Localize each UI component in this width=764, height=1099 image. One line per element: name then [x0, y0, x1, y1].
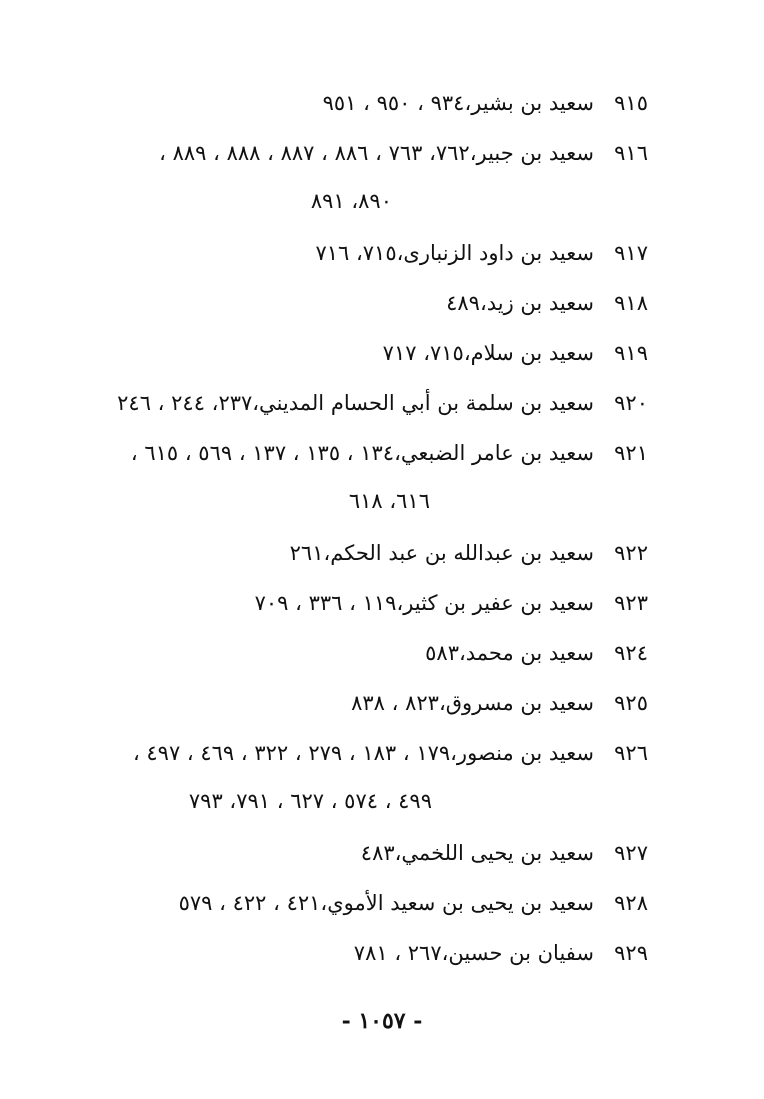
entry-number: ٩٢٦ — [614, 741, 648, 765]
index-entry — [0, 936, 764, 986]
entry-text: سعيد بن عفير بن كثير،١١٩ ، ٣٣٦ ، ٧٠٩ — [254, 591, 594, 615]
index-entry — [0, 236, 764, 286]
entry-text: سعيد بن يحيى بن سعيد الأموي،٤٢١ ، ٤٢٢ ، ٥٧٩ — [178, 891, 594, 915]
index-entry — [0, 686, 764, 736]
entry-text: سعيد بن محمد،٥٨٣ — [425, 641, 594, 665]
entry-number: ٩١٩ — [614, 341, 648, 365]
entry-text: سعيد بن بشير،٩٣٤ ، ٩٥٠ ، ٩٥١ — [322, 91, 594, 115]
entry-continuation: ٤٩٩ ، ٥٧٤ ، ٦٢٧ ، ٧٩١، ٧٩٣ — [188, 789, 432, 813]
entry-text: سعيد بن يحيى اللخمي،٤٨٣ — [360, 841, 594, 865]
index-entry — [0, 86, 764, 136]
entry-text: سعيد بن زيد،٤٨٩ — [446, 291, 594, 315]
entry-number: ٩١٦ — [614, 141, 648, 165]
entry-number: ٩٢١ — [614, 441, 648, 465]
page-number: - ١٠٥٧ - — [341, 1008, 423, 1034]
entry-text: سعيد بن سلام،٧١٥، ٧١٧ — [382, 341, 594, 365]
index-entry — [0, 636, 764, 686]
entry-number: ٩٢٤ — [614, 641, 648, 665]
index-entry — [0, 736, 764, 813]
index-entry — [0, 336, 764, 386]
index-entry — [0, 836, 764, 886]
index-entry — [0, 536, 764, 586]
entry-number: ٩٢٠ — [614, 391, 648, 415]
entry-text: سفيان بن حسين،٢٦٧ ، ٧٨١ — [353, 941, 594, 965]
entry-text: سعيد بن عامر الضبعي،١٣٤ ، ١٣٥ ، ١٣٧ ، ٥٦٩ ، ٦١٥ ، — [130, 441, 594, 465]
entry-text: سعيد بن جبير،٧٦٢، ٧٦٣ ، ٨٨٦ ، ٨٨٧ ، ٨٨٨ ، ٨٨٩ ، — [159, 141, 594, 165]
entry-number: ٩٢٩ — [614, 941, 648, 965]
index-entry — [0, 586, 764, 636]
entry-text: سعيد بن منصور،١٧٩ ، ١٨٣ ، ٢٧٩ ، ٣٢٢ ، ٤٦٩ ، ٤٩٧ ، — [132, 741, 594, 765]
entry-number: ٩١٧ — [614, 241, 648, 265]
entry-continuation: ٦١٦، ٦١٨ — [348, 489, 430, 513]
entry-number: ٩٢٥ — [614, 691, 648, 715]
index-entry — [0, 436, 764, 513]
entry-continuation: ٨٩٠، ٨٩١ — [310, 189, 392, 213]
entry-text: سعيد بن سلمة بن أبي الحسام المديني،٢٣٧، ٢٤٤ ، ٢٤٦ — [117, 391, 594, 415]
entry-number: ٩٢٣ — [614, 591, 648, 615]
entry-number: ٩٢٨ — [614, 891, 648, 915]
index-entry — [0, 886, 764, 936]
entry-text: سعيد بن مسروق،٨٢٣ ، ٨٣٨ — [351, 691, 594, 715]
entry-text: سعيد بن عبدالله بن عبد الحكم،٢٦١ — [289, 541, 594, 565]
entry-number: ٩٢٧ — [614, 841, 648, 865]
index-entry — [0, 286, 764, 336]
index-entry — [0, 386, 764, 436]
entry-number: ٩٢٢ — [614, 541, 648, 565]
entry-number: ٩١٨ — [614, 291, 648, 315]
index-entry — [0, 136, 764, 213]
entry-text: سعيد بن داود الزنبارى،٧١٥، ٧١٦ — [315, 241, 594, 265]
entry-number: ٩١٥ — [614, 91, 648, 115]
